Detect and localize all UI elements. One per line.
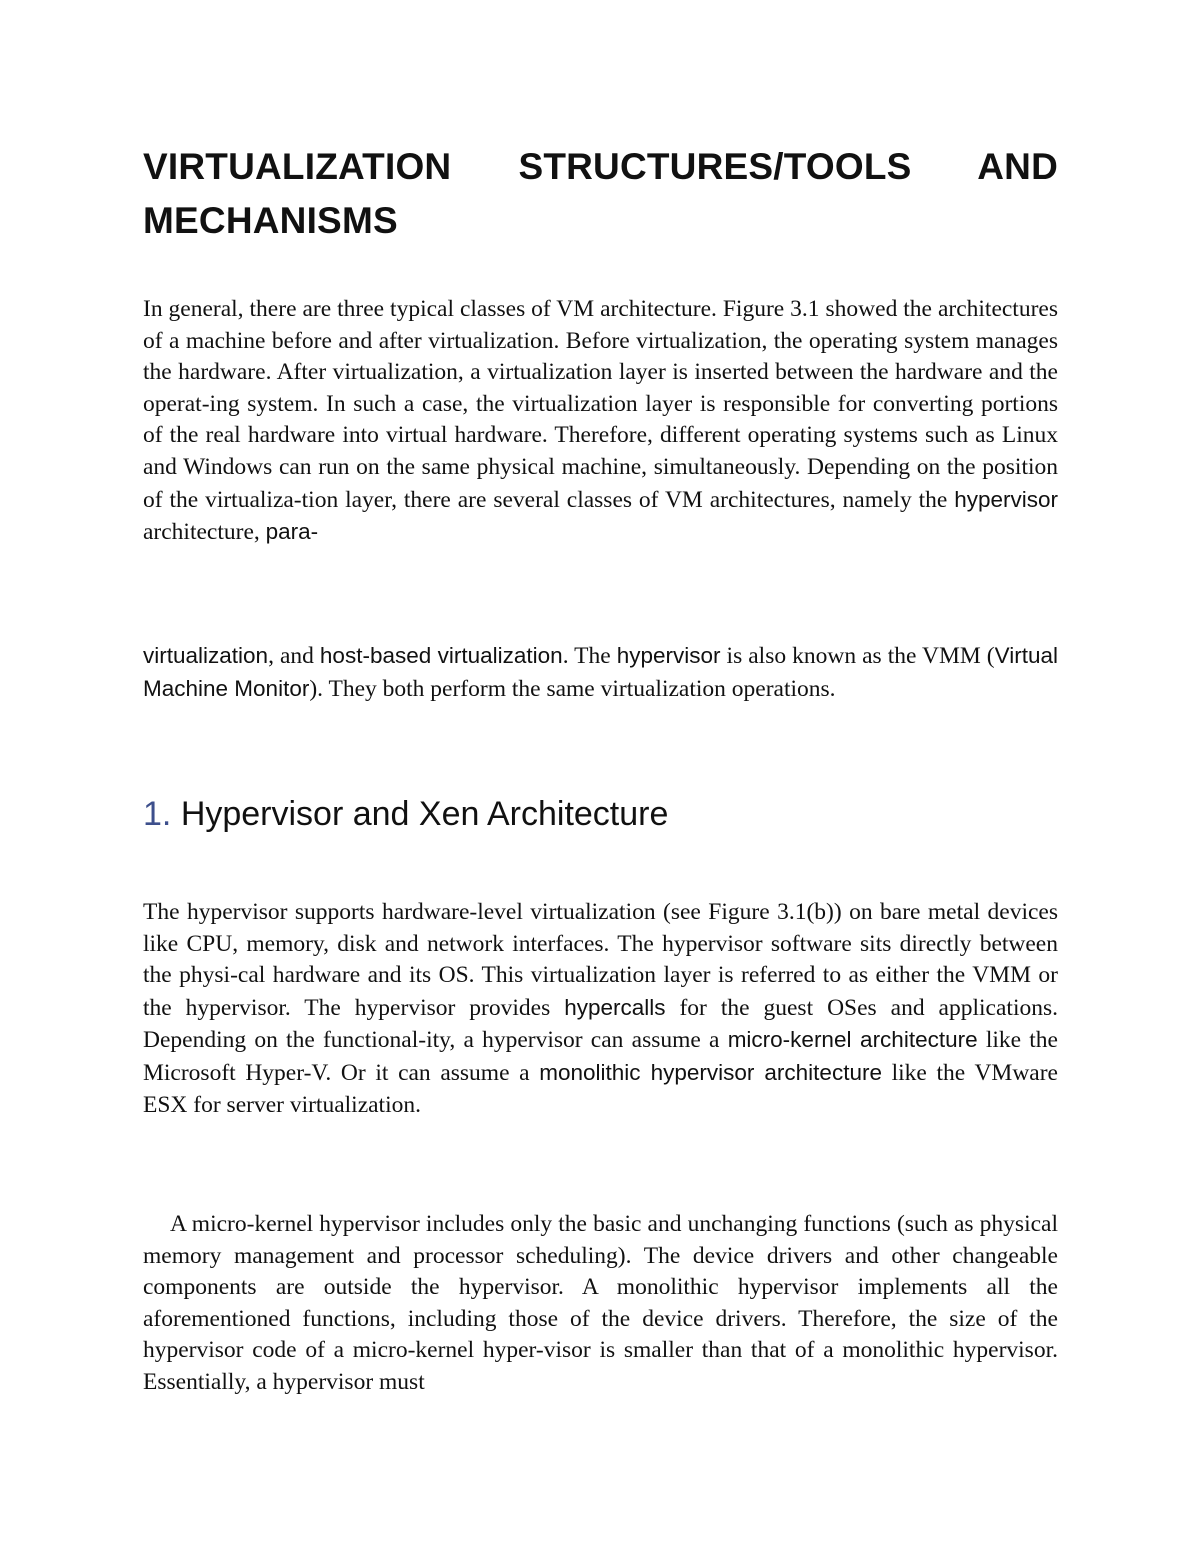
section-number: 1. (143, 795, 172, 833)
term-host-based: host-based virtualization (319, 643, 563, 668)
continued-text-1: , and (268, 643, 320, 669)
hypervisor-text-3: like the Microsoft Hyper-V. Or it can assume a (143, 1027, 1058, 1086)
section-heading (143, 790, 668, 838)
continued-text-4: ). They both perform the same virtualization operations. (309, 675, 836, 702)
intro-paragraph (143, 294, 1058, 549)
term-hypervisor: hypervisor (954, 486, 1058, 512)
section-title: Hypervisor and Xen Architecture (180, 795, 669, 833)
term-para: para- (265, 519, 319, 545)
term-microkernel: micro-kernel architecture (727, 1027, 978, 1053)
page-title: VIRTUALIZATION STRUCTURES/TOOLS AND MECHANISMS (143, 146, 1058, 241)
hypervisor-paragraph (143, 897, 1058, 1121)
microkernel-text: A micro-kernel hypervisor includes only the basic and unchanging functions (such as physical memory management and processor scheduling). The device drivers and other changeable components are outside the hypervisor. A monolithic hypervisor implements all the aforementioned functions, including those of the device drivers. Therefore, the size of the hypervisor code of a micro-kernel hyper-visor is smaller than that of a monolithic hypervisor. Essentially, a hypervisor must (143, 1211, 1058, 1395)
continued-text-2: . The (562, 643, 617, 669)
continued-text-3: is also known as the VMM ( (720, 643, 995, 669)
intro-text-1: In general, there are three typical classes of VM architecture. Figure 3.1 showed the architectures of a machine before and after virtualization. Before virtualization, the operating system manages the hardware. After virtualization, a virtualization layer is inserted between the hardware and the operat-ing system. In such a case, the virtualization layer is responsible for converting portions of the real hardware into virtual hardware. Therefore, different operating systems such as Linux and Windows can run on the same physical machine, simultaneously. Depending on the position of the virtualiza-tion layer, there are several classes of VM architectures, namely the (143, 296, 1058, 513)
term-vmm: Virtual Machine Monitor (143, 643, 1058, 701)
term-monolithic: monolithic hypervisor architecture (539, 1059, 882, 1085)
intro-text-2: architecture, (143, 519, 266, 546)
microkernel-paragraph (143, 1209, 1058, 1399)
term-hypervisor-2: hypervisor (616, 643, 721, 668)
hypervisor-text-2: for the guest OSes and applications. Depending on the functional-ity, a hypervisor can assume a (143, 994, 1058, 1054)
term-hypercalls: hypercalls (564, 994, 666, 1020)
hypervisor-text-4: like the VMware ESX for server virtualization. (143, 1059, 1058, 1118)
term-virtualization: virtualization (143, 643, 269, 668)
continued-paragraph (143, 640, 1058, 705)
hypervisor-text-1: The hypervisor supports hardware-level virtualization (see Figure 3.1(b)) on bare metal devices like CPU, memory, disk and network interfaces. The hypervisor software sits directly between the physi-cal hardware and its OS. This virtualization layer is referred to as either the VMM or the hypervisor. The hypervisor provides (143, 899, 1058, 1021)
